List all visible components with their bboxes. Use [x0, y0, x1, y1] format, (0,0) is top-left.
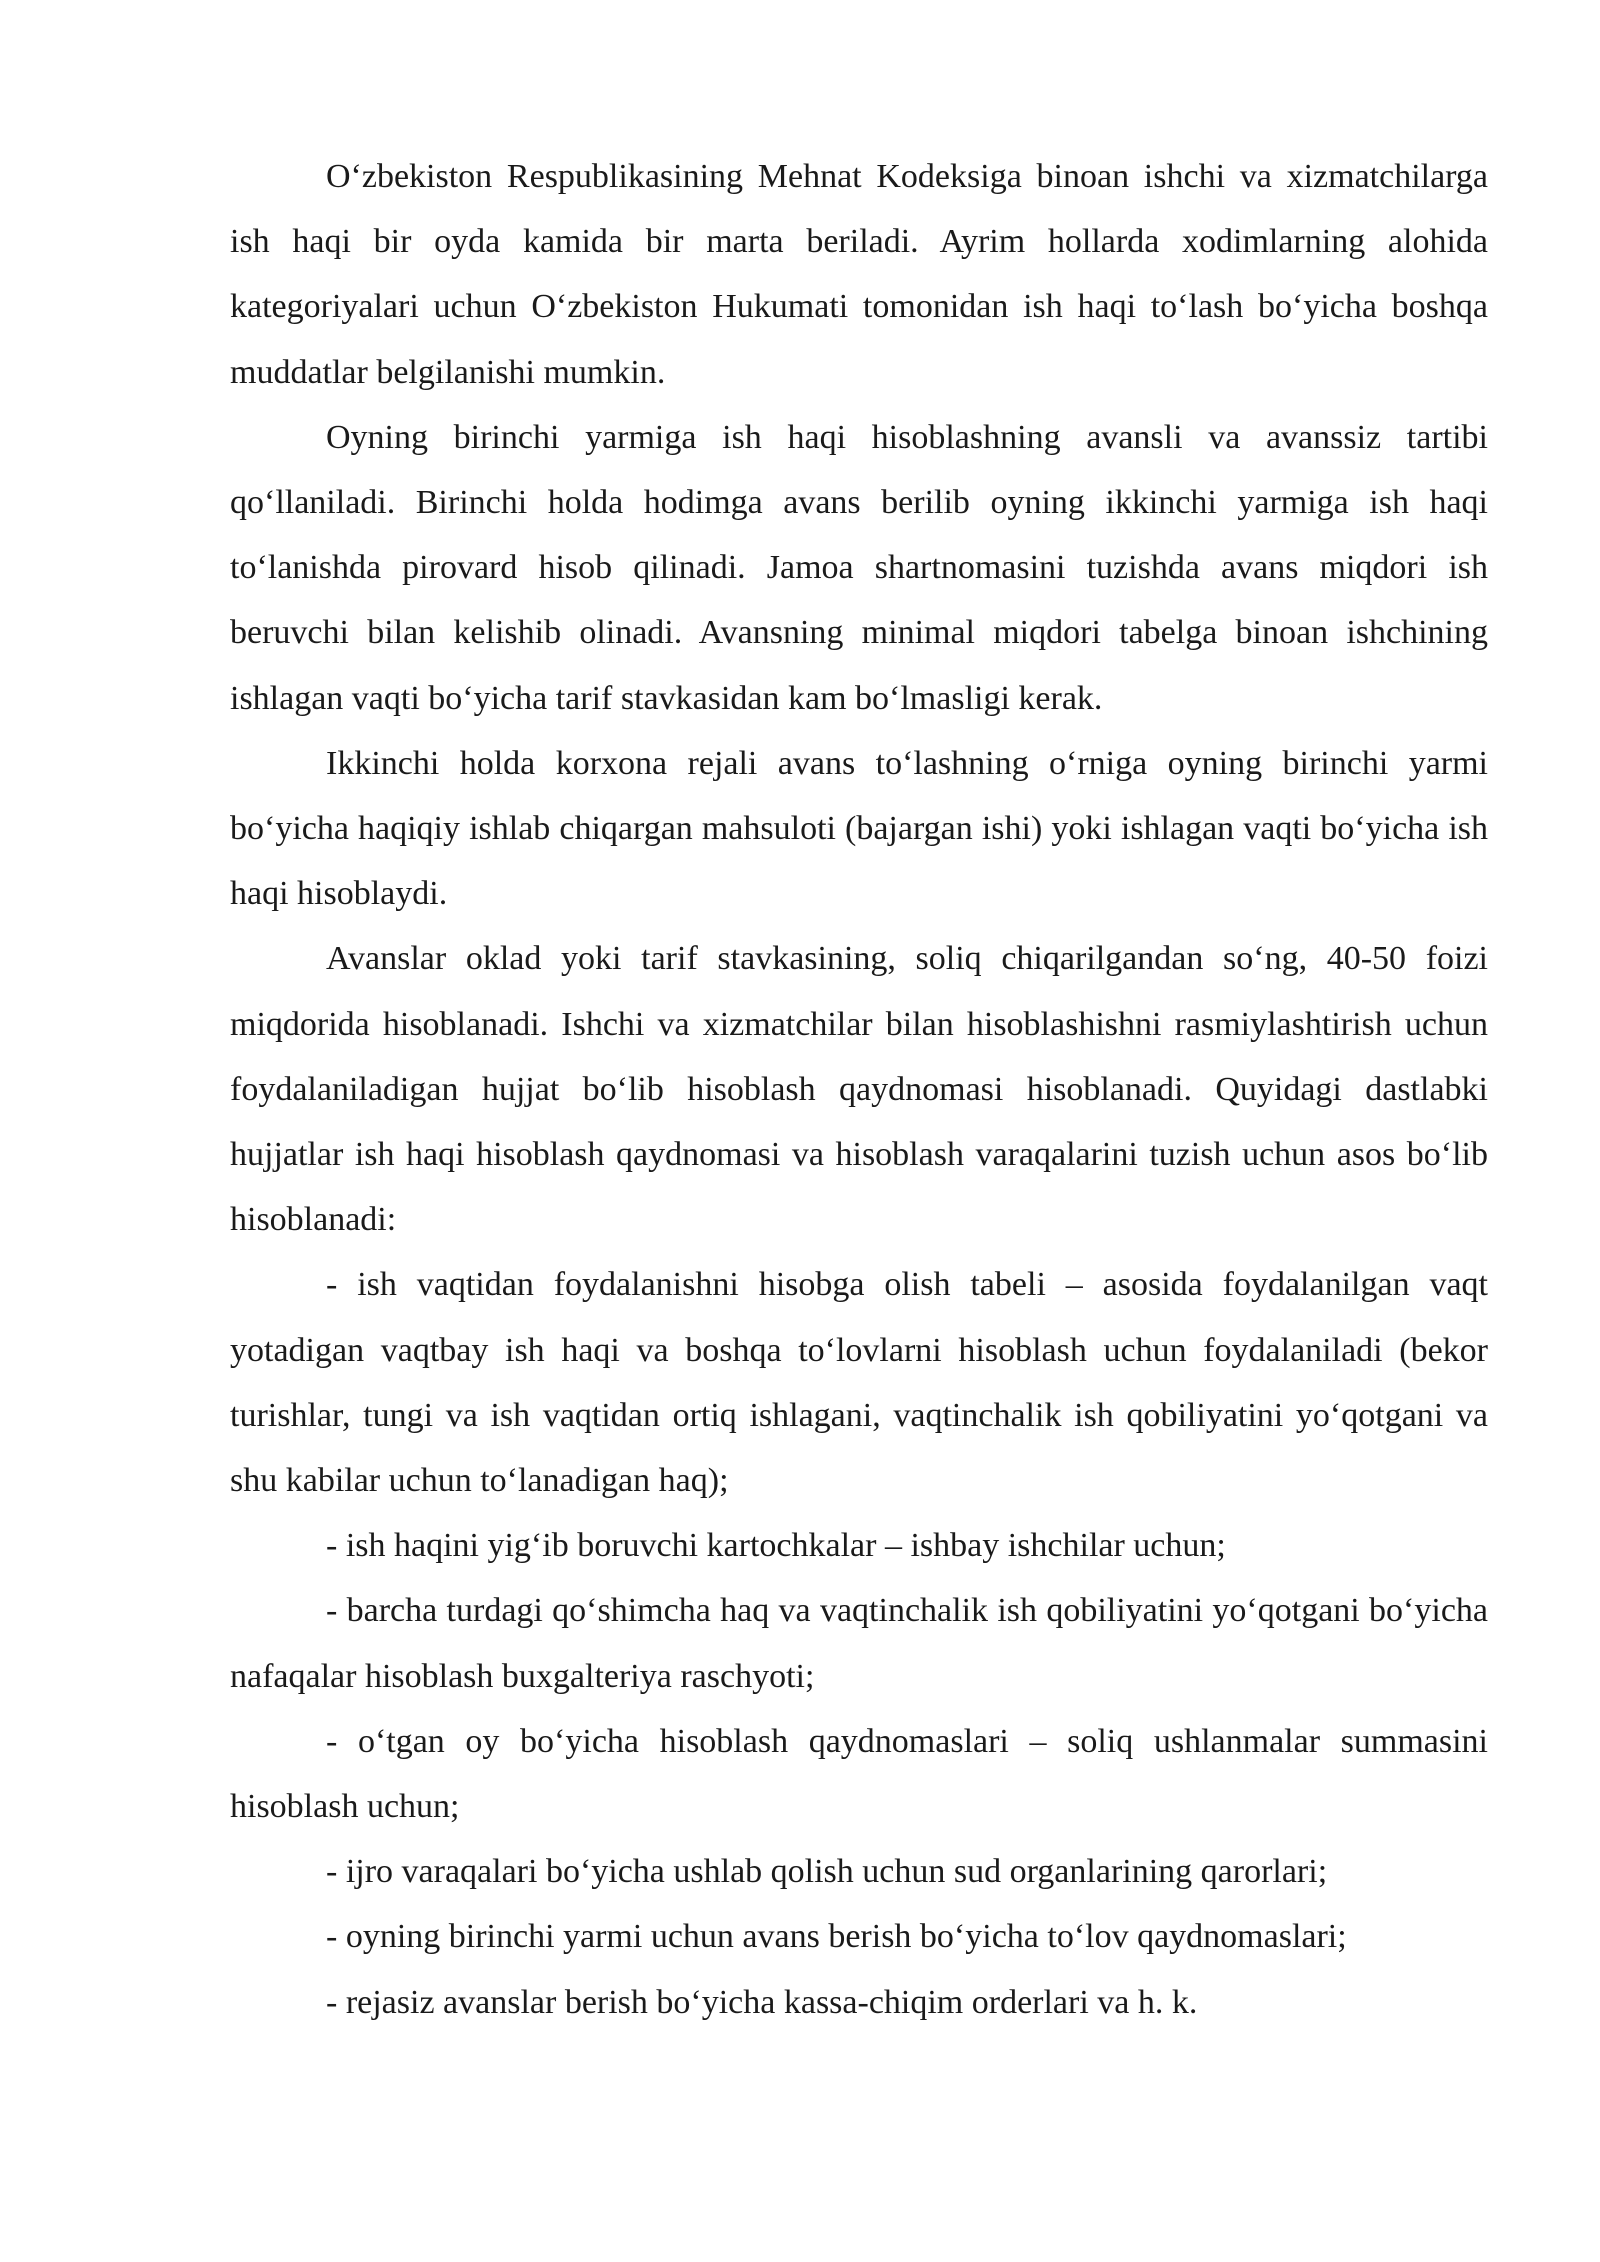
list-item-6: - oyning birinchi yarmi uchun avans berish bo‘yicha to‘lov qaydnomaslari; — [326, 1918, 1347, 1956]
paragraph-2: Oyning birinchi yarmiga ish haqi hisoblashning avansli va avanssiz tartibi qo‘llaniladi. Birinchi holda hodimga avans berilib oyning ikkinchi yarmiga ish haqi to‘lanishda pirovard hisob qilinadi. Jamoa shartnomasini tuzishda avans miqdori ish beruvchi bilan kelishib olinadi. Avansning minimal miqdori tabelga binoan ishchining ishlagan vaqti bo‘yicha tarif stavkasidan kam bo‘lmasligi kerak. — [230, 418, 1488, 717]
list-item-1: - ish vaqtidan foydalanishni hisobga olish tabeli – asosida foydalanilgan vaqt yotadigan vaqtbay ish haqi va boshqa to‘lovlarni hisoblash uchun foydalaniladi (bekor turishlar, tungi va ish vaqtidan ortiq ishlagani, vaqtinchalik ish qobiliyatini yo‘qotgani va shu kabilar uchun to‘lanadigan haq); — [230, 1266, 1488, 1500]
paragraph-4: Avanslar oklad yoki tarif stavkasining, soliq chiqarilgandan so‘ng, 40-50 foizi miqdorida hisoblanadi. Ishchi va xizmatchilar bilan hisoblashishni rasmiylashtirish uchun foydalaniladigan hujjat bo‘lib hisoblash qaydnomasi hisoblanadi. Quyidagi dastlabki hujjatlar ish haqi hisoblash qaydnomasi va hisoblash varaqalarini tuzish uchun asos bo‘lib hisoblanadi: — [230, 940, 1488, 1239]
paragraph-3: Ikkinchi holda korxona rejali avans to‘lashning o‘rniga oyning birinchi yarmi bo‘yicha haqiqiy ishlab chiqargan mahsuloti (bajargan ishi) yoki ishlagan vaqti bo‘yicha ish haqi hisoblaydi. — [230, 744, 1488, 913]
document-page — [230, 144, 1488, 2035]
list-item-3: - barcha turdagi qo‘shimcha haq va vaqtinchalik ish qobiliyatini yo‘qotgani bo‘yicha nafaqalar hisoblash buxgalteriya raschyoti; — [230, 1592, 1488, 1695]
list-item-4: - o‘tgan oy bo‘yicha hisoblash qaydnomaslari – soliq ushlanmalar summasini hisoblash uchun; — [230, 1722, 1488, 1826]
list-item-7: - rejasiz avanslar berish bo‘yicha kassa-chiqim orderlari va h. k. — [326, 1983, 1198, 2021]
list-item-2: - ish haqini yig‘ib boruvchi kartochkalar – ishbay ishchilar uchun; — [326, 1527, 1226, 1565]
list-item-5: - ijro varaqalari bo‘yicha ushlab qolish uchun sud organlarining qarorlari; — [326, 1853, 1328, 1891]
paragraph-1: O‘zbekiston Respublikasining Mehnat Kodeksiga binoan ishchi va xizmatchilarga ish haqi bir oyda kamida bir marta beriladi. Ayrim hollarda xodimlarning alohida kategoriyalari uchun O‘zbekiston Hukumati tomonidan ish haqi to‘lash bo‘yicha boshqa muddatlar belgilanishi mumkin. — [230, 158, 1488, 391]
